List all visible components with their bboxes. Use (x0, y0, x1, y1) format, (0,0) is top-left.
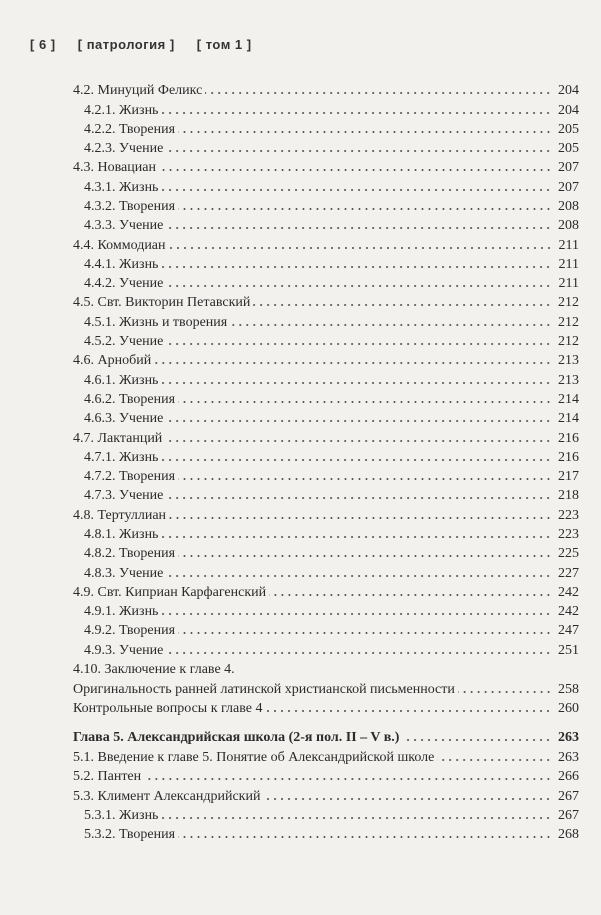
toc-entry (84, 640, 579, 660)
toc-entry (84, 524, 579, 544)
toc-entry (73, 786, 579, 806)
dot-leader (230, 323, 552, 327)
toc-entry-page: 251 (558, 643, 579, 658)
toc-entry-title: 4.5.2. Учение (84, 334, 164, 349)
toc-entry-title: 4.3. Новациан (73, 160, 156, 175)
toc-entry-page: 214 (558, 411, 579, 426)
dot-leader (169, 246, 552, 250)
toc-entry-title: 4.9.1. Жизнь (84, 604, 159, 619)
dot-leader (178, 477, 552, 481)
toc-entry-page: 211 (558, 238, 579, 253)
toc-entry (84, 466, 579, 486)
toc-entry (73, 582, 579, 602)
toc-entry (84, 389, 579, 409)
dot-leader (269, 593, 552, 597)
toc-entry-title: 4.7. Лактанций (73, 431, 163, 446)
dot-leader (178, 631, 552, 635)
toc-entry (73, 235, 579, 255)
dot-leader (166, 226, 552, 230)
toc-entry (73, 727, 579, 747)
toc-entry (84, 485, 579, 505)
toc-entry (84, 177, 579, 197)
toc-entry-title: Оригинальность ранней латинской христианской письменности (73, 682, 455, 697)
toc-entry (84, 312, 579, 332)
dot-leader (166, 496, 552, 500)
toc-entry (73, 157, 579, 177)
toc-entry-title: Глава 5. Александрийская школа (2-я пол. II – V в.) (73, 730, 400, 745)
toc-entry-title: 4.7.1. Жизнь (84, 450, 159, 465)
toc-entry-page: 227 (558, 566, 579, 581)
toc-entry-title: 4.6.2. Творения (84, 392, 176, 407)
toc-entry-title: Контрольные вопросы к главе 4 (73, 701, 263, 716)
toc-entry-title: 4.7.3. Учение (84, 488, 164, 503)
toc-entry-title: 5.3.2. Творения (84, 827, 176, 842)
toc-entry (84, 254, 579, 274)
toc-entry (84, 805, 579, 825)
toc-entry-title: 4.2.3. Учение (84, 141, 164, 156)
toc-entry (73, 698, 579, 718)
toc-entry (84, 273, 579, 293)
toc-entry-title: 5.3. Климент Александрийский (73, 789, 261, 804)
toc-entry-page: 242 (558, 604, 579, 619)
toc-entry-page: 214 (558, 392, 579, 407)
toc-entry-title: 5.3.1. Жизнь (84, 808, 159, 823)
toc-entry-page: 204 (558, 103, 579, 118)
toc-entry (73, 292, 579, 312)
toc-entry-page: 225 (558, 546, 579, 561)
dot-leader (161, 612, 552, 616)
toc-entry-page: 205 (558, 141, 579, 156)
dot-leader (263, 797, 552, 801)
toc-entry-page: 212 (558, 295, 579, 310)
dot-leader (161, 188, 552, 192)
dot-leader (144, 777, 552, 781)
dot-leader (178, 130, 552, 134)
toc-entry-page: 207 (558, 180, 579, 195)
toc-entry (73, 659, 238, 679)
toc-entry-page: 216 (558, 431, 579, 446)
dot-leader (169, 516, 552, 520)
dot-leader (178, 400, 552, 404)
toc-entry (73, 747, 579, 767)
toc-entry (84, 447, 579, 467)
toc-entry (73, 428, 579, 448)
toc-entry-title: 4.5. Свт. Викторин Петавский (73, 295, 251, 310)
toc-entry-title: 4.4.1. Жизнь (84, 257, 159, 272)
page-number: [ 6 ] (30, 37, 56, 52)
dot-leader (161, 265, 552, 269)
dot-leader (166, 574, 552, 578)
toc-entry-page: 211 (558, 276, 579, 291)
toc-entry-title: 4.7.2. Творения (84, 469, 176, 484)
volume-label: [ том 1 ] (196, 37, 252, 52)
toc-entry-title: 4.6.1. Жизнь (84, 373, 159, 388)
toc-entry-title: 5.1. Введение к главе 5. Понятие об Александрийской школе (73, 750, 435, 765)
toc-entry (84, 331, 579, 351)
toc-entry-title: 4.4.2. Учение (84, 276, 164, 291)
toc-entry (73, 350, 579, 370)
dot-leader (165, 439, 552, 443)
toc-entry-page: 218 (558, 488, 579, 503)
toc-entry-title: 4.3.3. Учение (84, 218, 164, 233)
toc-entry-title: 4.9.3. Учение (84, 643, 164, 658)
dot-leader (161, 111, 552, 115)
dot-leader (437, 758, 552, 762)
dot-leader (161, 458, 552, 462)
toc-entry-title: 5.2. Пантен (73, 769, 142, 784)
toc-entry-title: 4.8. Тертуллиан (73, 508, 167, 523)
toc-entry (73, 766, 579, 786)
dot-leader (402, 738, 552, 742)
toc-entry-page: 208 (558, 199, 579, 214)
toc-entry-page: 217 (558, 469, 579, 484)
toc-entry-page: 223 (558, 527, 579, 542)
dot-leader (166, 284, 552, 288)
toc-entry-page: 267 (558, 789, 579, 804)
toc-entry-title: 4.3.2. Творения (84, 199, 176, 214)
toc-entry (84, 543, 579, 563)
toc-entry (84, 601, 579, 621)
toc-entry (84, 119, 579, 139)
dot-leader (166, 651, 552, 655)
dot-leader (265, 709, 552, 713)
toc-entry (84, 563, 579, 583)
toc-entry (84, 138, 579, 158)
toc-entry-page: 207 (558, 160, 579, 175)
dot-leader (178, 207, 552, 211)
dot-leader (166, 149, 552, 153)
toc-entry (73, 80, 579, 100)
toc-entry (84, 408, 579, 428)
toc-entry-title: 4.6.3. Учение (84, 411, 164, 426)
dot-leader (166, 419, 552, 423)
toc-entry-page: 213 (558, 373, 579, 388)
toc-entry (84, 824, 579, 844)
toc-entry-page: 208 (558, 218, 579, 233)
toc-entry-page: 216 (558, 450, 579, 465)
book-title: [ патрология ] (77, 37, 175, 52)
toc-entry-page: 212 (558, 334, 579, 349)
toc-entry-page: 266 (558, 769, 579, 784)
toc-entry (84, 100, 579, 120)
toc-entry-title: 4.9. Свт. Киприан Карфагенский (73, 585, 267, 600)
dot-leader (161, 535, 552, 539)
toc-entry-title: 4.10. Заключение к главе 4. (73, 662, 235, 677)
toc-entry-title: 4.2.2. Творения (84, 122, 176, 137)
dot-leader (161, 381, 552, 385)
toc-entry-title: 4.8.3. Учение (84, 566, 164, 581)
toc-entry-page: 267 (558, 808, 579, 823)
toc-entry-page: 223 (558, 508, 579, 523)
toc-entry-page: 204 (558, 83, 579, 98)
toc-entry (84, 196, 579, 216)
toc-entry-page: 258 (558, 682, 579, 697)
toc-entry-page: 213 (558, 353, 579, 368)
toc-entry-page: 212 (558, 315, 579, 330)
toc-entry-page: 211 (558, 257, 579, 272)
toc-entry-title: 4.9.2. Творения (84, 623, 176, 638)
toc-entry-page: 205 (558, 122, 579, 137)
dot-leader (166, 342, 552, 346)
toc-entry-title: 4.8.2. Творения (84, 546, 176, 561)
toc-entry-title: 4.4. Коммодиан (73, 238, 166, 253)
toc-entry-page: 260 (558, 701, 579, 716)
dot-leader (178, 835, 552, 839)
toc-entry (84, 370, 579, 390)
toc-entry (73, 505, 579, 525)
dot-leader (458, 690, 552, 694)
toc-entry (84, 620, 579, 640)
toc-entry-title: 4.3.1. Жизнь (84, 180, 159, 195)
toc-entry-page: 242 (558, 585, 579, 600)
toc-entry-page: 268 (558, 827, 579, 842)
toc-entry-page: 263 (558, 750, 579, 765)
dot-leader (159, 168, 552, 172)
toc-entry-page: 263 (558, 730, 579, 745)
dot-leader (178, 554, 552, 558)
toc-entry-title: 4.6. Арнобий (73, 353, 152, 368)
toc-entry (84, 215, 579, 235)
dot-leader (205, 91, 552, 95)
dot-leader (253, 303, 552, 307)
toc-entry-title: 4.2.1. Жизнь (84, 103, 159, 118)
toc-entry-title: 4.5.1. Жизнь и творения (84, 315, 228, 330)
dot-leader (161, 816, 552, 820)
toc-entry-title: 4.2. Минуций Феликс (73, 83, 203, 98)
toc-entry-page: 247 (558, 623, 579, 638)
toc-entry (73, 679, 579, 699)
dot-leader (154, 361, 552, 365)
toc-entry-title: 4.8.1. Жизнь (84, 527, 159, 542)
